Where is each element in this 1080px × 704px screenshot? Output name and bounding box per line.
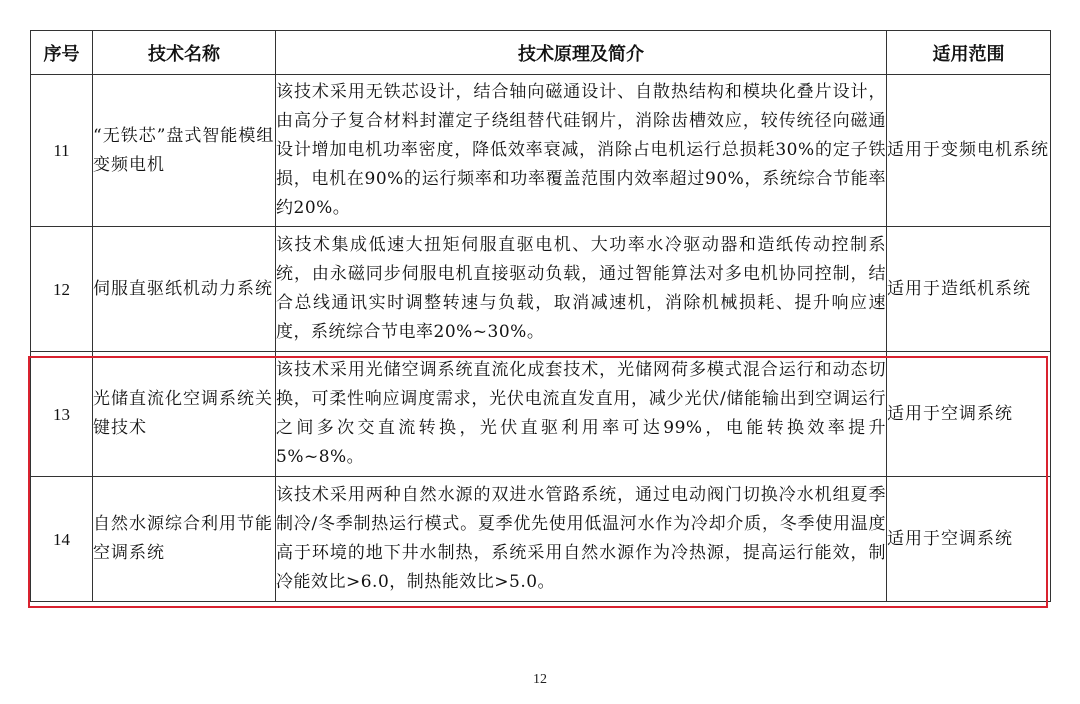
row-index: 11 [31,75,93,227]
table-row [31,477,1051,602]
row-principle: 该技术采用两种自然水源的双进水管路系统，通过电动阀门切换冷水机组夏季制冷/冬季制热运行模式。夏季优先使用低温河水作为冷却介质，冬季使用温度高于环境的地下井水制热，系统采用自然水源作为冷热源，提高运行能效，制冷能效比>6.0，制热能效比>5.0。 [276,477,887,602]
header-principle: 技术原理及简介 [276,31,887,75]
header-index: 序号 [31,31,93,75]
row-scope: 适用于空调系统 [887,352,1051,477]
row-name: “无铁芯”盘式智能模组变频电机 [93,75,276,227]
row-index: 12 [31,227,93,352]
row-scope: 适用于变频电机系统 [887,75,1051,227]
table-header-row [31,31,1051,75]
row-scope: 适用于空调系统 [887,477,1051,602]
row-name: 光储直流化空调系统关键技术 [93,352,276,477]
header-name: 技术名称 [93,31,276,75]
row-scope: 适用于造纸机系统 [887,227,1051,352]
page-number: 12 [533,672,547,687]
table-row [31,227,1051,352]
header-scope: 适用范围 [887,31,1051,75]
row-index: 14 [31,477,93,602]
table-row [31,352,1051,477]
technology-table [30,30,1051,602]
row-index: 13 [31,352,93,477]
row-principle: 该技术集成低速大扭矩伺服直驱电机、大功率水冷驱动器和造纸传动控制系统，由永磁同步伺服电机直接驱动负载，通过智能算法对多电机协同控制，结合总线通讯实时调整转速与负载，取消减速机，消除机械损耗、提升响应速度，系统综合节电率20%~30%。 [276,227,887,352]
row-principle: 该技术采用光储空调系统直流化成套技术，光储网荷多模式混合运行和动态切换，可柔性响应调度需求，光伏电流直发直用，减少光伏/储能输出到空调运行之间多次交直流转换，光伏直驱利用率可达99%，电能转换效率提升5%~8%。 [276,352,887,477]
row-name: 伺服直驱纸机动力系统 [93,227,276,352]
table-row [31,75,1051,227]
row-name: 自然水源综合利用节能空调系统 [93,477,276,602]
row-principle: 该技术采用无铁芯设计，结合轴向磁通设计、自散热结构和模块化叠片设计，由高分子复合材料封灌定子绕组替代硅钢片，消除齿槽效应，较传统径向磁通设计增加电机功率密度，降低效率衰减，消除占电机运行总损耗30%的定子铁损，电机在90%的运行频率和功率覆盖范围内效率超过90%，系统综合节能率约20%。 [276,75,887,227]
